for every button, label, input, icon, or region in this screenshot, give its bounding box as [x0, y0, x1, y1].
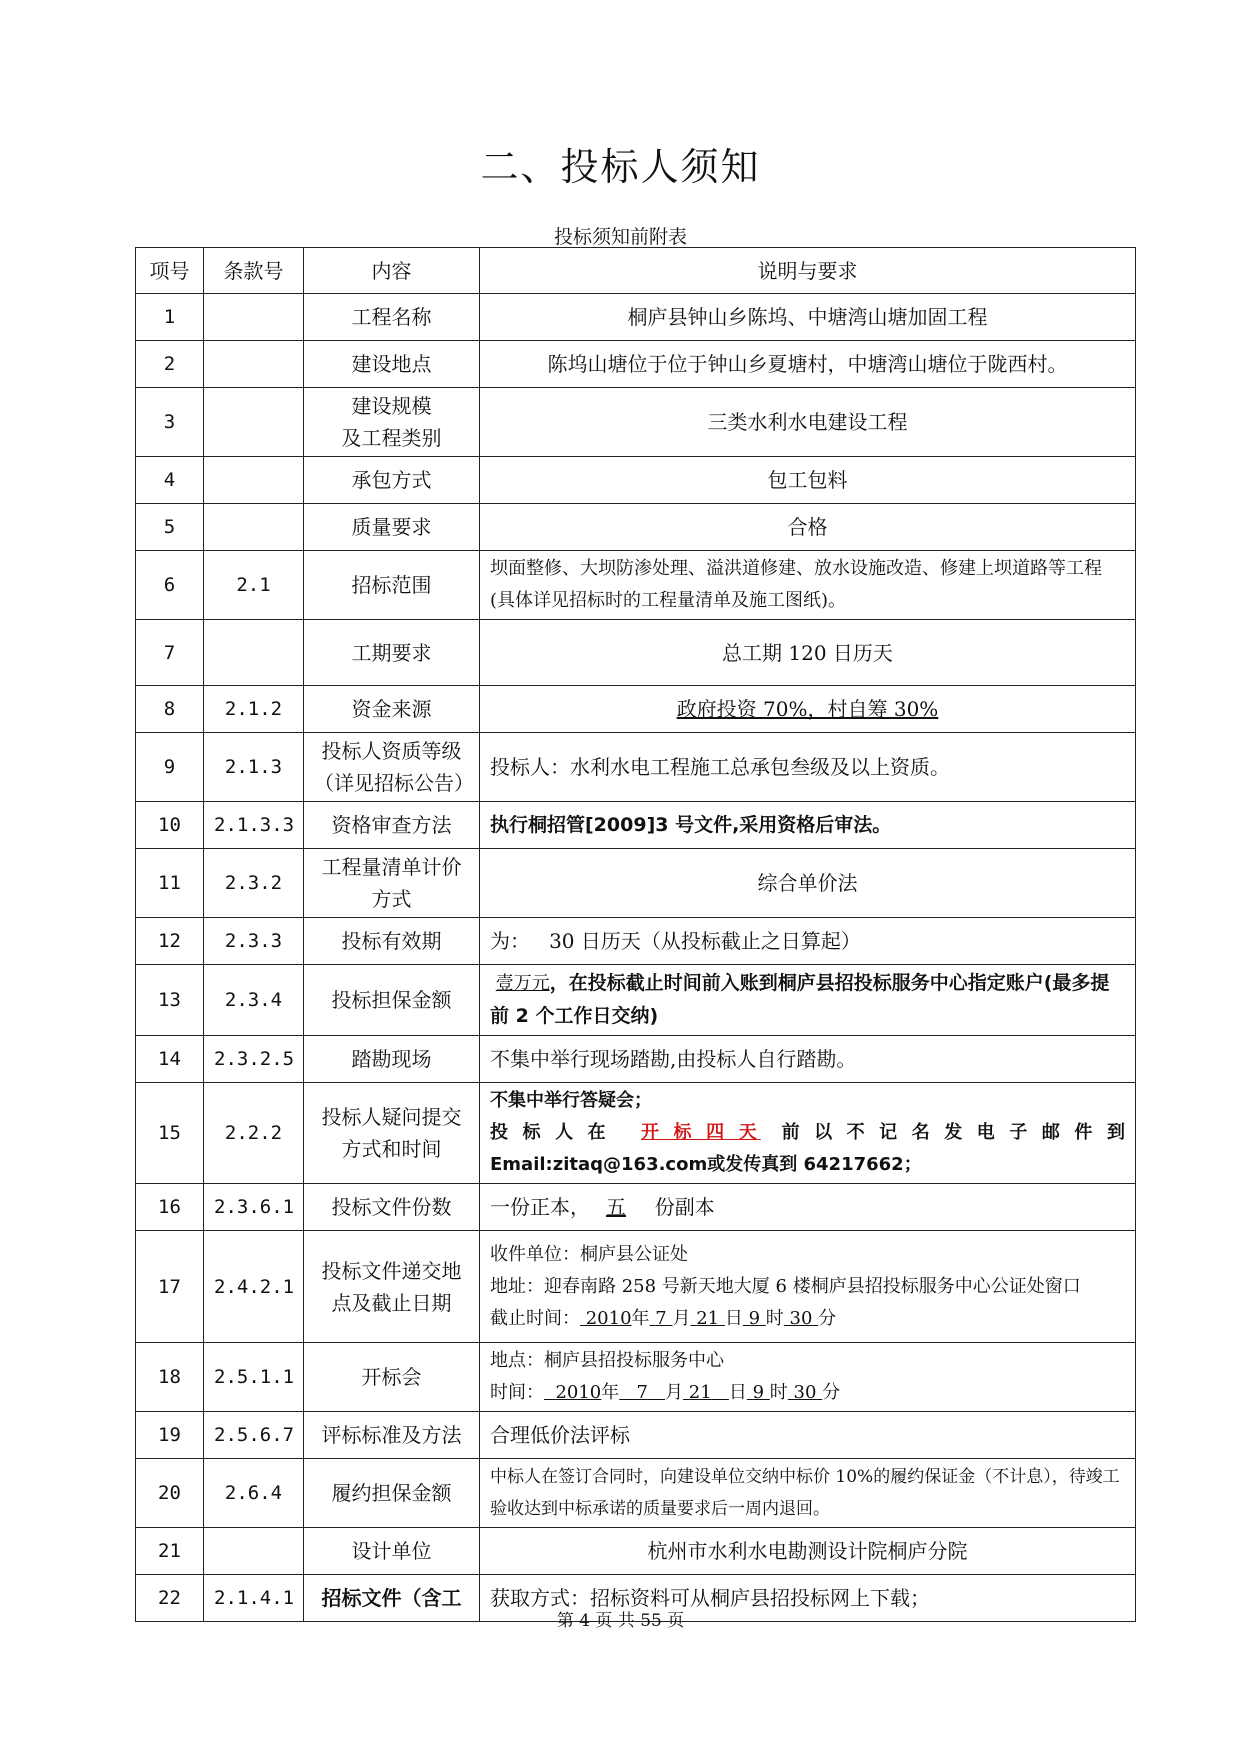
row-no: 22: [136, 1575, 204, 1622]
bidder-instructions-table: [135, 247, 1136, 1622]
row-desc: 陈坞山塘位于位于钟山乡夏塘村，中塘湾山塘位于陇西村。: [480, 341, 1136, 388]
row-clause: 2.3.3: [204, 918, 304, 965]
row-content-line: 建设规模: [351, 394, 432, 418]
row-content: 踏勘现场: [304, 1036, 480, 1083]
row-desc: 三类水利水电建设工程: [480, 388, 1136, 457]
table-row: [136, 1036, 1136, 1083]
row-content: 投标文件份数: [304, 1184, 480, 1231]
table-row: [136, 1412, 1136, 1459]
row-desc: 坝面整修、大坝防渗处理、溢洪道修建、放水设施改造、修建上坝道路等工程(具体详见招标时的工程量清单及施工图纸)。: [480, 551, 1136, 620]
row-content-line: 及工程类别: [341, 426, 442, 450]
unit-minute: 分: [818, 1307, 837, 1329]
row-content: 招标范围: [304, 551, 480, 620]
unit-year: 年: [631, 1307, 650, 1329]
table-row: [136, 849, 1136, 918]
contact-fax: 或发传真到 64217662；: [707, 1154, 922, 1175]
row-content: 开标会: [304, 1343, 480, 1412]
row-no: 7: [136, 620, 204, 686]
row-clause: 2.1.3.3: [204, 802, 304, 849]
row-desc: [480, 1343, 1136, 1412]
table-row: [136, 341, 1136, 388]
row-clause: 2.2.2: [204, 1083, 304, 1184]
row-clause: 2.1: [204, 551, 304, 620]
row-clause: [204, 504, 304, 551]
row-content: [304, 733, 480, 802]
row-clause: [204, 457, 304, 504]
table-row: [136, 1231, 1136, 1343]
row-desc: [480, 918, 1136, 965]
no-qa-meeting-text: 不集中举行答疑会；: [490, 1090, 652, 1111]
row-no: 21: [136, 1528, 204, 1575]
deadline-month: 7: [655, 1307, 667, 1329]
row-clause: 2.3.6.1: [204, 1184, 304, 1231]
row-no: 5: [136, 504, 204, 551]
row-content: 招标文件（含工: [304, 1575, 480, 1622]
table-caption: 投标须知前附表: [553, 226, 687, 248]
row-desc: 杭州市水利水电勘测设计院桐庐分院: [480, 1528, 1136, 1575]
copies-text-b: 份副本: [654, 1195, 715, 1219]
table-row: [136, 802, 1136, 849]
opening-day: 21: [688, 1382, 712, 1403]
row-content: 工程名称: [304, 294, 480, 341]
row-no: 12: [136, 918, 204, 965]
row-desc: 执行桐招管[2009]3 号文件,采用资格后审法。: [480, 802, 1136, 849]
row-no: 16: [136, 1184, 204, 1231]
row-clause: 2.3.2.5: [204, 1036, 304, 1083]
row-content: 设计单位: [304, 1528, 480, 1575]
row-no: 14: [136, 1036, 204, 1083]
row-clause: 2.1.2: [204, 686, 304, 733]
row-clause: 2.5.1.1: [204, 1343, 304, 1412]
row-content-line: 点及截止日期: [331, 1290, 452, 1315]
funding-source-text: 政府投资 70%，村自筹 30%: [676, 697, 939, 721]
row-clause: [204, 620, 304, 686]
row-no: 8: [136, 686, 204, 733]
header-clause-no: 条款号: [204, 248, 304, 294]
row-no: 20: [136, 1459, 204, 1528]
validity-days: 30: [549, 929, 575, 953]
row-content-line: （详见招标公告）: [314, 771, 474, 795]
row-no: 9: [136, 733, 204, 802]
unit-month: 月: [665, 1382, 684, 1403]
row-content-line: 方式: [371, 887, 412, 911]
row-no: 15: [136, 1083, 204, 1184]
row-desc: [480, 1184, 1136, 1231]
opening-year: 2010: [555, 1382, 602, 1403]
table-row: [136, 388, 1136, 457]
row-no: 6: [136, 551, 204, 620]
row-no: 19: [136, 1412, 204, 1459]
row-content: [304, 849, 480, 918]
row-desc: [480, 1083, 1136, 1184]
row-content-line: 投标文件递交地: [321, 1258, 462, 1283]
table-row: [136, 965, 1136, 1036]
row-desc: 合格: [480, 504, 1136, 551]
table-row: [136, 1459, 1136, 1528]
bid-bond-text: ，在投标截止时间前入账到桐庐县招投标服务中心指定账户(最多提前 2 个工作日交纳): [490, 972, 1110, 1027]
opening-month: 7: [636, 1382, 648, 1403]
row-content: 工期要求: [304, 620, 480, 686]
row-content: [304, 388, 480, 457]
row-desc: 获取方式：招标资料可从桐庐县招投标网上下载；: [480, 1575, 1136, 1622]
row-content: 质量要求: [304, 504, 480, 551]
bid-bond-amount: 壹万元: [495, 973, 550, 994]
unit-hour: 时: [769, 1382, 788, 1403]
row-content: 投标有效期: [304, 918, 480, 965]
table-row: [136, 620, 1136, 686]
header-description: 说明与要求: [480, 248, 1136, 294]
row-clause: [204, 294, 304, 341]
row-desc: 桐庐县钟山乡陈坞、中塘湾山塘加固工程: [480, 294, 1136, 341]
row-desc: 投标人：水利水电工程施工总承包叁级及以上资质。: [480, 733, 1136, 802]
row-clause: 2.6.4: [204, 1459, 304, 1528]
row-content: [304, 1083, 480, 1184]
row-desc: [480, 1231, 1136, 1343]
contact-email: Email:zitaq@163.com: [490, 1154, 708, 1175]
unit-day: 日: [724, 1307, 743, 1329]
row-clause: 2.1.3: [204, 733, 304, 802]
table-row: [136, 733, 1136, 802]
opening-minute: 30: [793, 1382, 817, 1403]
deadline-minute: 30: [789, 1307, 813, 1329]
query-instruction-line: [490, 1117, 1125, 1149]
table-row: [136, 1343, 1136, 1412]
row-no: 2: [136, 341, 204, 388]
row-desc: [480, 686, 1136, 733]
row-no: 18: [136, 1343, 204, 1412]
deadline-hour: 9: [748, 1307, 761, 1329]
row-desc: 包工包料: [480, 457, 1136, 504]
unit-day: 日: [728, 1382, 747, 1403]
row-content: 承包方式: [304, 457, 480, 504]
row-content-line: 方式和时间: [341, 1137, 442, 1161]
validity-prefix: 为：: [490, 929, 530, 953]
query-contact-line: [490, 1149, 1125, 1181]
unit-minute: 分: [822, 1382, 841, 1403]
deadline-year: 2010: [585, 1307, 632, 1329]
row-desc: 中标人在签订合同时，向建设单位交纳中标价 10%的履约保证金（不计息），待竣工验收达到中标承诺的质量要求后一周内退回。: [480, 1459, 1136, 1528]
row-clause: 2.1.4.1: [204, 1575, 304, 1622]
row-clause: 2.5.6.7: [204, 1412, 304, 1459]
header-item-no: 项号: [136, 248, 204, 294]
row-content: 资格审查方法: [304, 802, 480, 849]
table-row: [136, 1184, 1136, 1231]
row-no: 4: [136, 457, 204, 504]
page-footer: 第 4 页 共 55 页: [556, 1611, 685, 1631]
table-header-row: [136, 248, 1136, 294]
deadline-line: [490, 1303, 1125, 1335]
row-clause: 2.3.2: [204, 849, 304, 918]
row-clause: 2.3.4: [204, 965, 304, 1036]
row-clause: [204, 388, 304, 457]
table-row: [136, 1528, 1136, 1575]
row-content: 投标担保金额: [304, 965, 480, 1036]
row-desc: 不集中举行现场踏勘,由投标人自行踏勘。: [480, 1036, 1136, 1083]
row-clause: [204, 1528, 304, 1575]
copies-text-a: 一份正本，: [490, 1195, 590, 1219]
page-title: 二、投标人须知: [480, 145, 761, 189]
deadline-day: 21: [696, 1307, 720, 1329]
unit-hour: 时: [765, 1307, 784, 1329]
row-no: 11: [136, 849, 204, 918]
row-content: 资金来源: [304, 686, 480, 733]
unit-year: 年: [601, 1382, 620, 1403]
row-content: 履约担保金额: [304, 1459, 480, 1528]
row-desc: [480, 965, 1136, 1036]
opening-place-line: 地点：桐庐县招投标服务中心: [490, 1350, 724, 1371]
table-row: [136, 504, 1136, 551]
address-line: 地址：迎春南路 258 号新天地大厦 6 楼桐庐县招投标服务中心公证处窗口: [490, 1275, 1081, 1297]
row-clause: 2.4.2.1: [204, 1231, 304, 1343]
validity-suffix: 日历天（从投标截止之日算起）: [580, 929, 861, 953]
opening-time-line: [490, 1377, 1125, 1409]
row-content: 评标标准及方法: [304, 1412, 480, 1459]
table-row: [136, 918, 1136, 965]
row-no: 17: [136, 1231, 204, 1343]
row-no: 1: [136, 294, 204, 341]
row-content-line: 投标人资质等级: [321, 739, 462, 763]
row-desc: 总工期 120 日历天: [480, 620, 1136, 686]
opening-hour: 9: [752, 1382, 765, 1403]
unit-month: 月: [672, 1307, 691, 1329]
table-row: [136, 551, 1136, 620]
table-row: [136, 294, 1136, 341]
table-row: [136, 686, 1136, 733]
table-row: [136, 457, 1136, 504]
header-content: 内容: [304, 248, 480, 294]
query-text-a: 投 标 人 在: [490, 1122, 610, 1143]
row-clause: [204, 341, 304, 388]
row-content: [304, 1231, 480, 1343]
deadline-label: 截止时间：: [490, 1307, 580, 1329]
row-content: 建设地点: [304, 341, 480, 388]
copies-count: 五: [606, 1195, 626, 1219]
query-text-b: 前 以 不 记 名 发 电 子 邮 件 到: [781, 1122, 1125, 1143]
row-content-line: 工程量清单计价: [321, 855, 462, 879]
row-no: 10: [136, 802, 204, 849]
row-content-line: 投标人疑问提交: [321, 1105, 462, 1129]
row-no: 3: [136, 388, 204, 457]
row-desc: 综合单价法: [480, 849, 1136, 918]
opening-time-label: 时间：: [490, 1382, 544, 1403]
row-desc: 合理低价法评标: [480, 1412, 1136, 1459]
query-deadline: 开 标 四 天: [640, 1122, 761, 1143]
table-row: [136, 1083, 1136, 1184]
row-no: 13: [136, 965, 204, 1036]
receiver-line: 收件单位：桐庐县公证处: [490, 1243, 688, 1265]
